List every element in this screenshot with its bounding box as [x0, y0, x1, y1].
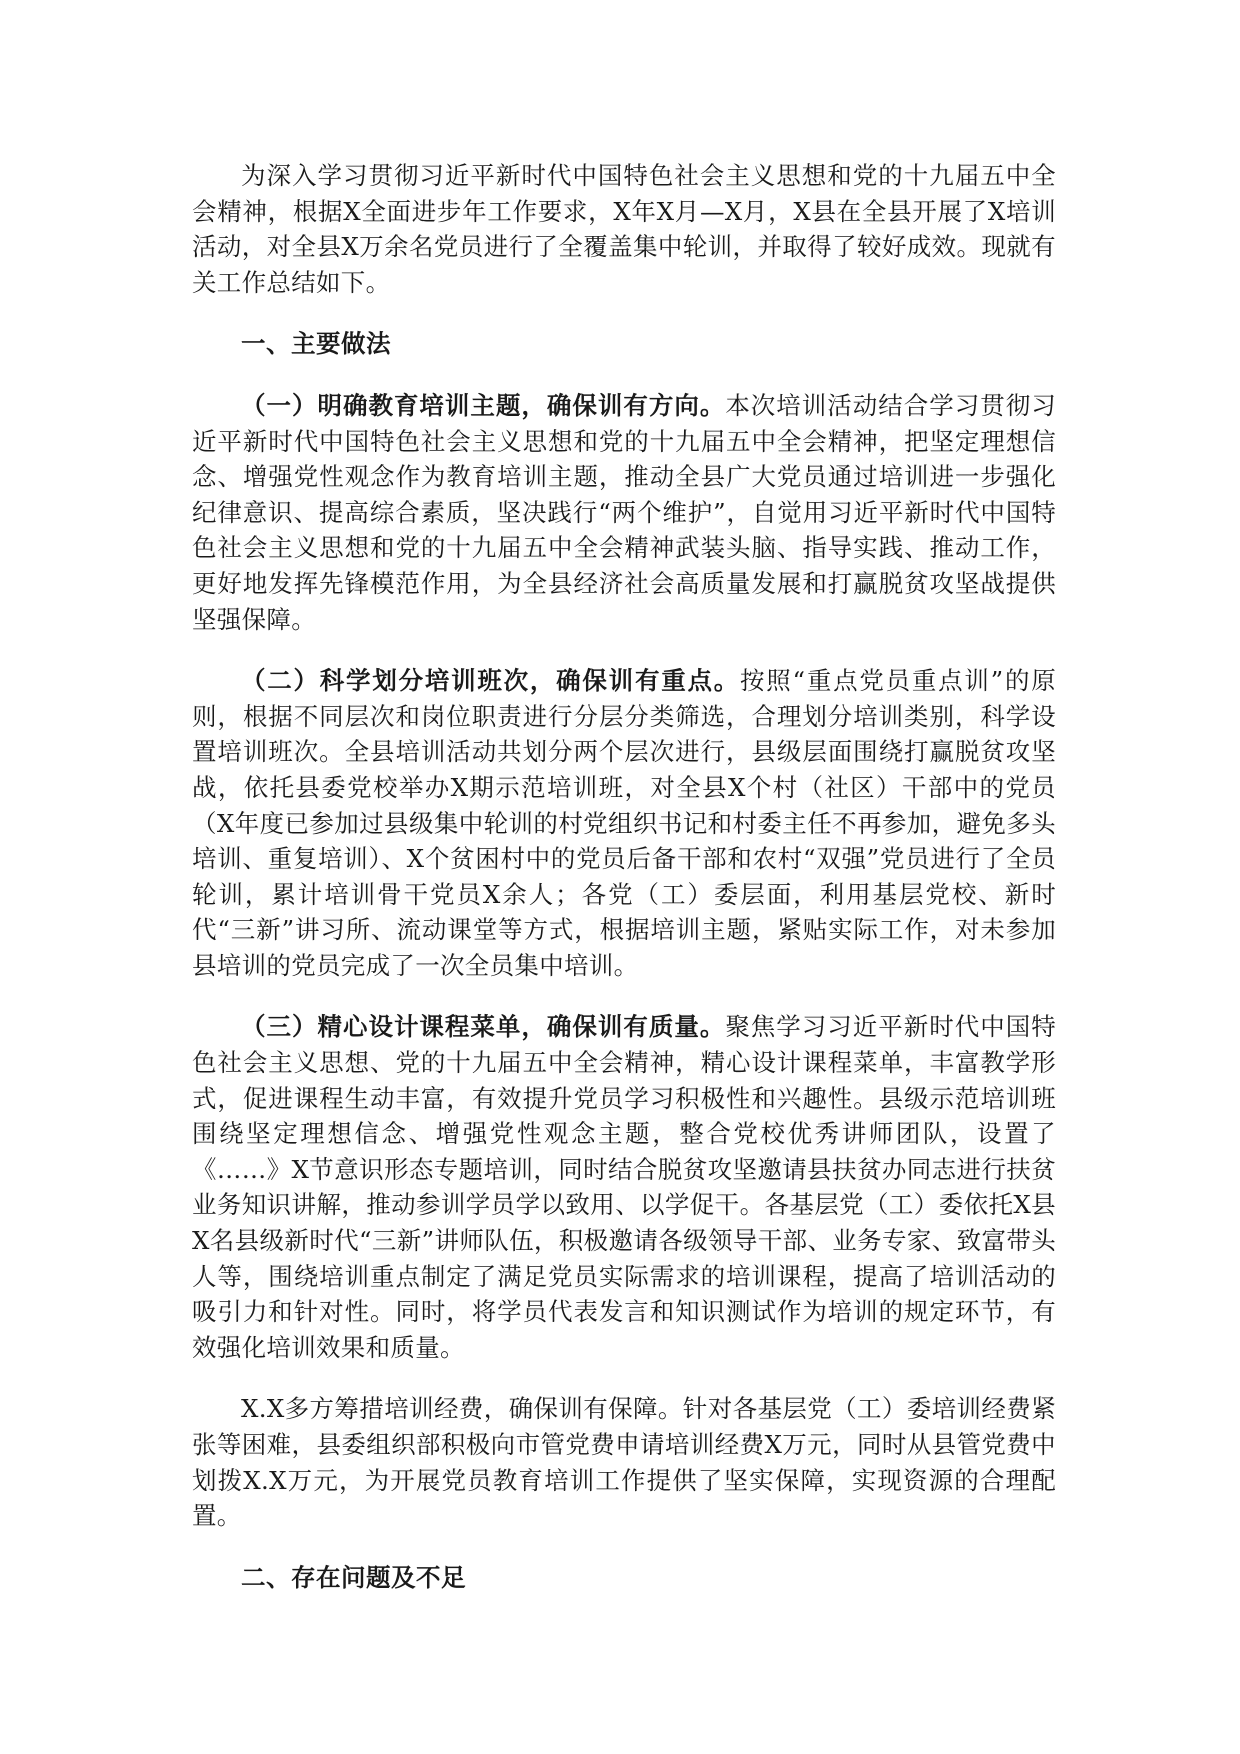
item-3-body: 聚焦学习习近平新时代中国特色社会主义思想、党的十九届五中全会精神，精心设计课程菜单，丰富教学形式，促进课程生动丰富，有效提升党员学习积极性和兴趣性。县级示范培训班围绕坚定理想信念、增强党性观念主题，整合党校优秀讲师团队，设置了《……》X节意识形态专题培训，同时结合脱贫攻坚邀请县扶贫办同志进行扶贫业务知识讲解，推动参训学员学以致用、以学促干。各基层党（工）委依托X县X名县级新时代“三新”讲师队伍，积极邀请各级领导干部、业务专家、致富带头人等，围绕培训重点制定了满足党员实际需求的培训课程，提高了培训活动的吸引力和针对性。同时，将学员代表发言和知识测试作为培训的规定环节，有效强化培训效果和质量。	[192, 1012, 1056, 1362]
paragraph-item-1	[192, 388, 1056, 637]
paragraph-item-2	[192, 663, 1056, 983]
section-heading-problems: 二、存在问题及不足	[241, 1562, 466, 1592]
paragraph-item-4: X.X多方筹措培训经费，确保训有保障。针对各基层党（工）委培训经费紧张等困难，县委组织部积极向市管党费申请培训经费X万元，同时从县管党费中划拨X.X万元，为开展党员教育培训工作提供了坚实保障，实现资源的合理配置。	[192, 1394, 1056, 1531]
item-2-lead: （二）科学划分培训班次，确保训有重点。	[241, 666, 740, 696]
item-1-body: 本次培训活动结合学习贯彻习近平新时代中国特色社会主义思想和党的十九届五中全会精神，把坚定理想信念、增强党性观念作为教育培训主题，推动全县广大党员通过培训进一步强化纪律意识、提高综合素质，坚决践行“两个维护”，自觉用习近平新时代中国特色社会主义思想和党的十九届五中全会精神武装头脑、指导实践、推动工作，更好地发挥先锋模范作用，为全县经济社会高质量发展和打赢脱贫攻坚战提供坚强保障。	[192, 390, 1056, 634]
item-2-body: 按照“重点党员重点训”的原则，根据不同层次和岗位职责进行分层分类筛选，合理划分培训类别，科学设置培训班次。全县培训活动共划分两个层次进行，县级层面围绕打赢脱贫攻坚战，依托县委党校举办X期示范培训班，对全县X个村（社区）干部中的党员（X年度已参加过县级集中轮训的村党组织书记和村委主任不再参加，避免多头培训、重复培训）、X个贫困村中的党员后备干部和农村“双强”党员进行了全员轮训，累计培训骨干党员X余人；各党（工）委层面，利用基层党校、新时代“三新”讲习所、流动课堂等方式，根据培训主题，紧贴实际工作，对未参加县培训的党员完成了一次全员集中培训。	[192, 666, 1057, 980]
intro-paragraph: 为深入学习贯彻习近平新时代中国特色社会主义思想和党的十九届五中全会精神，根据X全面进步年工作要求，X年X月—X月，X县在全县开展了X培训活动，对全县X万余名党员进行了全覆盖集中轮训，并取得了较好成效。现就有关工作总结如下。	[192, 161, 1056, 297]
section-heading-main-practices: 一、主要做法	[241, 329, 391, 359]
item-1-lead: （一）明确教育培训主题，确保训有方向。	[241, 390, 726, 420]
paragraph-item-3	[192, 1009, 1056, 1365]
item-3-lead: （三）精心设计课程菜单，确保训有质量。	[241, 1012, 726, 1042]
